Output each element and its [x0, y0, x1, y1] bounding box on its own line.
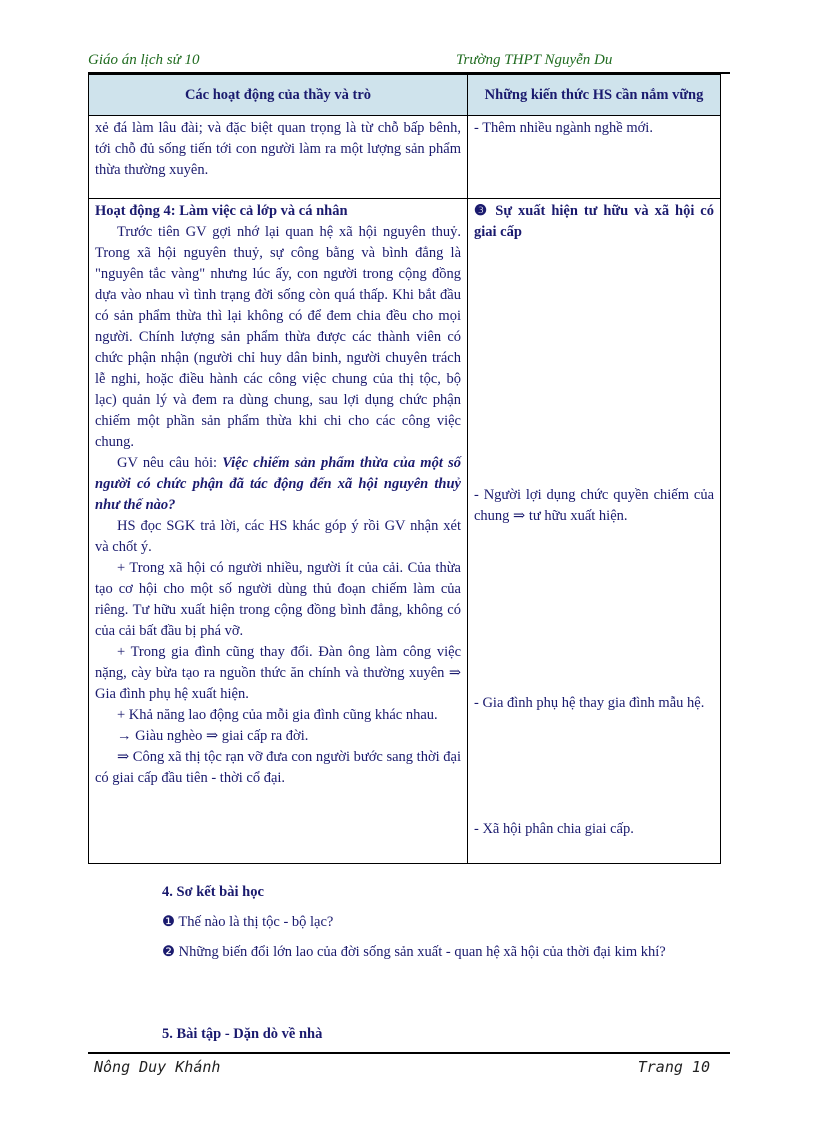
activity4-p8: ⇒ Công xã thị tộc rạn vỡ đưa con người bước sang thời đại có giai cấp đầu tiên - thời cổ đại.: [95, 749, 461, 786]
table-header-row: [89, 75, 721, 116]
homework-heading: 5. Bài tập - Dặn dò về nhà: [162, 1026, 323, 1042]
activity4-p5: + Trong gia đình cũng thay đổi. Đàn ông làm công việc nặng, cày bừa tạo ra nguồn thức ăn chính và thường xuyên ⇒ Gia đình phụ hệ xuất hiện.: [95, 644, 461, 702]
col-knowledge-header: Những kiến thức HS cần nắm vững: [468, 75, 721, 116]
summary-heading: 4. Sơ kết bài học: [162, 884, 264, 900]
knowledge-p3: - Xã hội phân chia giai cấp.: [474, 821, 634, 837]
knowledge-p2: - Gia đình phụ hệ thay gia đình mẫu hệ.: [474, 695, 705, 711]
activity4-p7: → Giàu nghèo ⇒ giai cấp ra đời.: [117, 728, 309, 744]
row1-left-text: xẻ đá làm lâu đài; và đặc biệt quan trọng là từ chỗ bấp bênh, tới chỗ đủ sống tiến tới con người làm ra một lượng sản phẩm thừa thường xuyên.: [95, 120, 461, 178]
activity4-p3: HS đọc SGK trả lời, các HS khác góp ý rồi GV nhận xét và chốt ý.: [95, 518, 461, 555]
page-header: [88, 50, 730, 74]
activity4-p6: + Khả năng lao động của mỗi gia đình cũng khác nhau.: [117, 707, 438, 723]
row1-right-text: - Thêm nhiều ngành nghề mới.: [474, 120, 653, 136]
activity4-p4: + Trong xã hội có người nhiều, người ít của cải. Của thừa tạo cơ hội cho một số người dùng thủ đoạn chiếm làm của riêng. Tư hữu xuất hiện trong cộng đồng bình đẳng, không có của cải bất đầu bị phá vỡ.: [95, 560, 461, 639]
footer-author: Nông Duy Khánh: [94, 1058, 221, 1076]
footer-page-number: Trang 10: [637, 1058, 710, 1076]
row1-activities: [89, 116, 468, 199]
activity4-title: Hoạt động 4: Làm việc cả lớp và cá nhân: [95, 203, 348, 219]
header-school: Trường THPT Nguyễn Du: [456, 52, 613, 68]
table-row: [89, 199, 721, 864]
row2-knowledge: [468, 199, 721, 864]
activity4-question: [95, 453, 461, 516]
header-subject: Giáo án lịch sử 10: [88, 52, 200, 68]
row1-knowledge: [468, 116, 721, 199]
col-activities-header: Các hoạt động của thầy và trò: [89, 75, 468, 116]
row2-activities: [89, 199, 468, 864]
question-text: Việc chiếm sản phẩm thừa của một số người có chức phận đã tác động đến xã hội nguyên thuỷ như thế nào?: [95, 455, 462, 513]
knowledge-p1: - Người lợi dụng chức quyền chiếm của chung ⇒ tư hữu xuất hiện.: [474, 487, 714, 524]
question-prefix: GV nêu câu hỏi:: [117, 455, 223, 471]
summary-question-1: ❶ Thế nào là thị tộc - bộ lạc?: [162, 914, 334, 930]
lesson-table: [88, 74, 721, 864]
table-row: [89, 116, 721, 199]
activity4-p1: Trước tiên GV gợi nhớ lại quan hệ xã hội nguyên thuỷ. Trong xã hội nguyên thuỷ, sự công bằng và bình đẳng là "nguyên tắc vàng" nhưng lúc ấy, con người trong cộng đồng dựa vào nhau vì tình trạng đời sống còn quá thấp. Khi bắt đầu có sản phẩm thừa thì lại không có để đem chia đều cho mọi người. Chính lượng sản phẩm thừa được các thành viên có chức phận nhận (người chỉ huy dân binh, người chuyên trách lễ nghi, hoặc điều hành các công việc chung của thị tộc, bộ lạc) quản lý và đem ra dùng chung, sau lợi dụng chức phận chiếm một phần sản phẩm thừa khi chi cho các công việc chung.: [95, 224, 461, 450]
knowledge-title: ❸ Sự xuất hiện tư hữu và xã hội có giai cấp: [474, 203, 714, 240]
summary-question-2: ❷ Những biến đổi lớn lao của đời sống sản xuất - quan hệ xã hội của thời đại kim khí?: [162, 944, 666, 960]
page-footer: [88, 1052, 730, 1076]
